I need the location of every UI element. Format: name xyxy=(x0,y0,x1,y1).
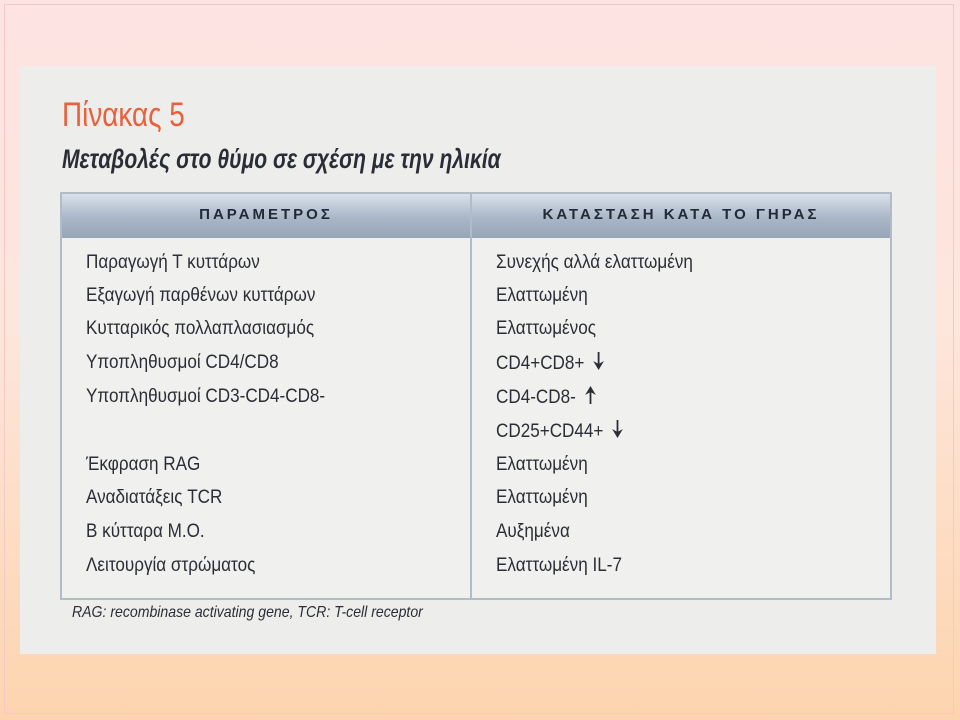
cell-state-text: CD4-CD8- xyxy=(496,387,576,409)
cell-state xyxy=(496,318,596,340)
cell-state xyxy=(496,555,622,577)
cell-state-text: CD4+CD8+ xyxy=(496,353,585,375)
table-title: Μεταβολές στο θύμο σε σχέση με την ηλικία xyxy=(62,144,501,174)
column-divider xyxy=(470,194,472,598)
arrow-up-icon xyxy=(585,386,596,410)
cell-state xyxy=(496,352,604,376)
cell-state xyxy=(496,487,588,509)
cell-state xyxy=(496,454,588,476)
cell-parameter: Έκφραση RAG xyxy=(86,454,201,475)
cell-state-text: Ελαττωμένη xyxy=(496,285,588,306)
table-header-bar xyxy=(62,194,890,238)
cell-state xyxy=(496,285,588,307)
cell-parameter: Αναδιατάξεις TCR xyxy=(86,487,223,508)
table-figure xyxy=(20,66,936,654)
cell-state-text: Αυξημένα xyxy=(496,521,570,542)
cell-state xyxy=(496,521,570,543)
header-parameter: ΠΑΡΑΜΕΤΡΟΣ xyxy=(199,206,333,223)
cell-parameter: Εξαγωγή παρθένων κυττάρων xyxy=(86,285,316,306)
header-state: ΚΑΤΑΣΤΑΣΗ ΚΑΤΑ ΤΟ ΓΗΡΑΣ xyxy=(542,206,820,223)
cell-parameter: Υποπληθυσμοί CD3-CD4-CD8- xyxy=(86,386,326,407)
cell-state-text: CD25+CD44+ xyxy=(496,421,604,443)
cell-state-text: Ελαττωμένη IL-7 xyxy=(496,555,622,576)
cell-parameter: Κυτταρικός πολλαπλασιασμός xyxy=(86,318,315,339)
cell-state-text: Συνεχής αλλά ελαττωμένη xyxy=(496,252,693,273)
cell-state xyxy=(496,420,623,444)
cell-state-text: Ελαττωμένος xyxy=(496,318,596,339)
data-table xyxy=(60,192,892,600)
arrow-down-icon xyxy=(593,352,604,376)
table-footnote: RAG: recombinase activating gene, TCR: T-cell receptor xyxy=(72,604,423,621)
cell-state xyxy=(496,386,596,410)
table-number: Πίνακας 5 xyxy=(62,96,185,134)
cell-parameter: Παραγωγή Τ κυττάρων xyxy=(86,252,260,273)
cell-state xyxy=(496,252,693,274)
cell-parameter: Υποπληθυσμοί CD4/CD8 xyxy=(86,352,279,373)
cell-state-text: Ελαττωμένη xyxy=(496,454,588,475)
arrow-down-icon xyxy=(612,420,623,444)
cell-parameter: Β κύτταρα Μ.Ο. xyxy=(86,521,205,542)
cell-parameter: Λειτουργία στρώματος xyxy=(86,555,256,576)
cell-state-text: Ελαττωμένη xyxy=(496,487,588,508)
